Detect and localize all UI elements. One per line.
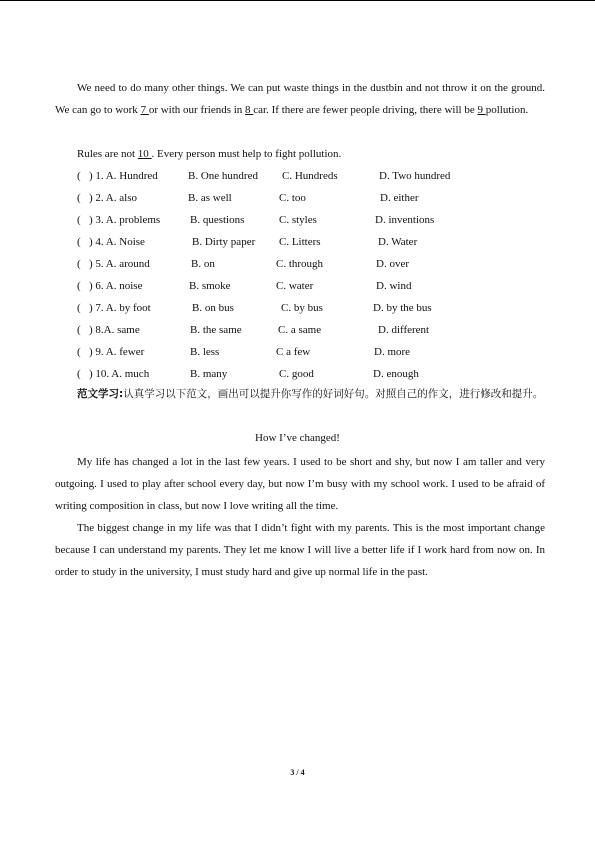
essay-paragraph-2 <box>55 517 545 583</box>
question-option-a: ) 8.A. same <box>89 324 140 336</box>
question-row <box>0 165 595 187</box>
question-open-paren: ( <box>77 280 81 292</box>
question-row <box>0 275 595 297</box>
question-option-b: B. on bus <box>192 302 234 314</box>
question-row <box>0 363 595 385</box>
question-option-c: C. a same <box>278 324 322 336</box>
question-option-b: B. less <box>190 346 220 358</box>
question-open-paren: ( <box>77 214 81 226</box>
question-option-b: B. the same <box>190 324 242 336</box>
question-option-b: B. many <box>190 368 228 380</box>
essay-title: How I’ve changed! <box>255 432 340 444</box>
passage-paragraph-2 <box>55 143 545 165</box>
question-row <box>0 297 595 319</box>
blank-10: 10 <box>137 148 152 160</box>
question-option-c: C. styles <box>279 214 317 226</box>
passage-text: or with our friends in <box>148 104 246 116</box>
question-option-a: ) 10. A. much <box>89 368 150 380</box>
question-option-d: D. Water <box>378 236 418 248</box>
question-option-d: D. either <box>380 192 419 204</box>
question-open-paren: ( <box>77 236 81 248</box>
question-option-b: B. as well <box>188 192 232 204</box>
question-open-paren: ( <box>77 302 81 314</box>
blank-9: 9 <box>477 104 486 116</box>
question-option-d: D. Two hundred <box>379 170 451 182</box>
question-option-a: ) 6. A. noise <box>89 280 143 292</box>
essay-text: The biggest change in my life was that I didn’t fight with my parents. This is the most important change because I can understand my parents. They let me know I will live a better life if I work hard from now on. In order to study in the university, I must study hard and give up normal life in the past. <box>55 522 545 578</box>
question-option-a: ) 4. A. Noise <box>89 236 145 248</box>
question-option-c: C. through <box>276 258 324 270</box>
question-row <box>0 253 595 275</box>
passage-text: pollution. <box>485 104 529 116</box>
question-option-b: B. One hundred <box>188 170 258 182</box>
question-row <box>0 209 595 231</box>
question-open-paren: ( <box>77 368 81 380</box>
question-row <box>0 341 595 363</box>
model-label: 范文学习: <box>77 388 124 400</box>
question-open-paren: ( <box>77 346 81 358</box>
question-option-d: D. more <box>374 346 411 358</box>
question-option-c: C. Hundreds <box>282 170 338 182</box>
question-open-paren: ( <box>77 192 81 204</box>
question-option-a: ) 7. A. by foot <box>89 302 151 314</box>
question-option-d: D. different <box>378 324 430 336</box>
question-row <box>0 187 595 209</box>
question-option-d: D. inventions <box>375 214 435 226</box>
question-row <box>0 319 595 341</box>
question-option-b: B. on <box>191 258 215 270</box>
passage-text: Rules are not <box>77 148 138 160</box>
top-rule <box>0 0 595 1</box>
question-option-c: C. by bus <box>281 302 323 314</box>
question-option-c: C. water <box>276 280 314 292</box>
essay-text: My life has changed a lot in the last few years. I used to be short and shy, but now I am taller and very outgoing. I used to play after school every day, but now I’m busy with my school work. I used to be afraid of writing composition in class, but now I love writing all the time. <box>55 456 545 512</box>
question-option-d: D. by the bus <box>373 302 432 314</box>
question-option-b: B. smoke <box>189 280 231 292</box>
question-option-a: ) 3. A. problems <box>89 214 161 226</box>
question-option-b: B. questions <box>190 214 245 226</box>
passage-text: . Every person must help to fight pollution. <box>151 148 342 160</box>
question-option-d: D. over <box>376 258 409 270</box>
question-option-d: D. wind <box>376 280 412 292</box>
question-open-paren: ( <box>77 258 81 270</box>
question-option-a: ) 5. A. around <box>89 258 150 270</box>
blank-7: 7 <box>140 104 149 116</box>
blank-8: 8 <box>245 104 254 116</box>
model-instruction-text: 认真学习以下范文，画出可以提升你写作的好词好句。对照自己的作文，进行修改和提升。 <box>123 388 544 400</box>
passage-text: car. If there are fewer people driving, there will be <box>253 104 478 116</box>
question-option-a: ) 9. A. fewer <box>89 346 145 358</box>
question-option-d: D. enough <box>373 368 419 380</box>
question-option-c: C. good <box>279 368 314 380</box>
passage-text: We need to do many other things. We can put waste things in the dustbin and not throw it on the ground. We can go to work <box>55 82 545 116</box>
question-option-c: C. Litters <box>279 236 321 248</box>
model-instruction <box>55 383 545 405</box>
question-option-a: ) 2. A. also <box>89 192 137 204</box>
essay-paragraph-1 <box>55 451 545 517</box>
question-open-paren: ( <box>77 324 81 336</box>
question-option-b: B. Dirty paper <box>192 236 256 248</box>
question-option-a: ) 1. A. Hundred <box>89 170 158 182</box>
question-open-paren: ( <box>77 170 81 182</box>
question-row <box>0 231 595 253</box>
page-number: 3 / 4 <box>290 768 305 777</box>
question-option-c: C. too <box>279 192 306 204</box>
question-option-c: C a few <box>276 346 311 358</box>
passage-paragraph-1 <box>55 77 545 121</box>
